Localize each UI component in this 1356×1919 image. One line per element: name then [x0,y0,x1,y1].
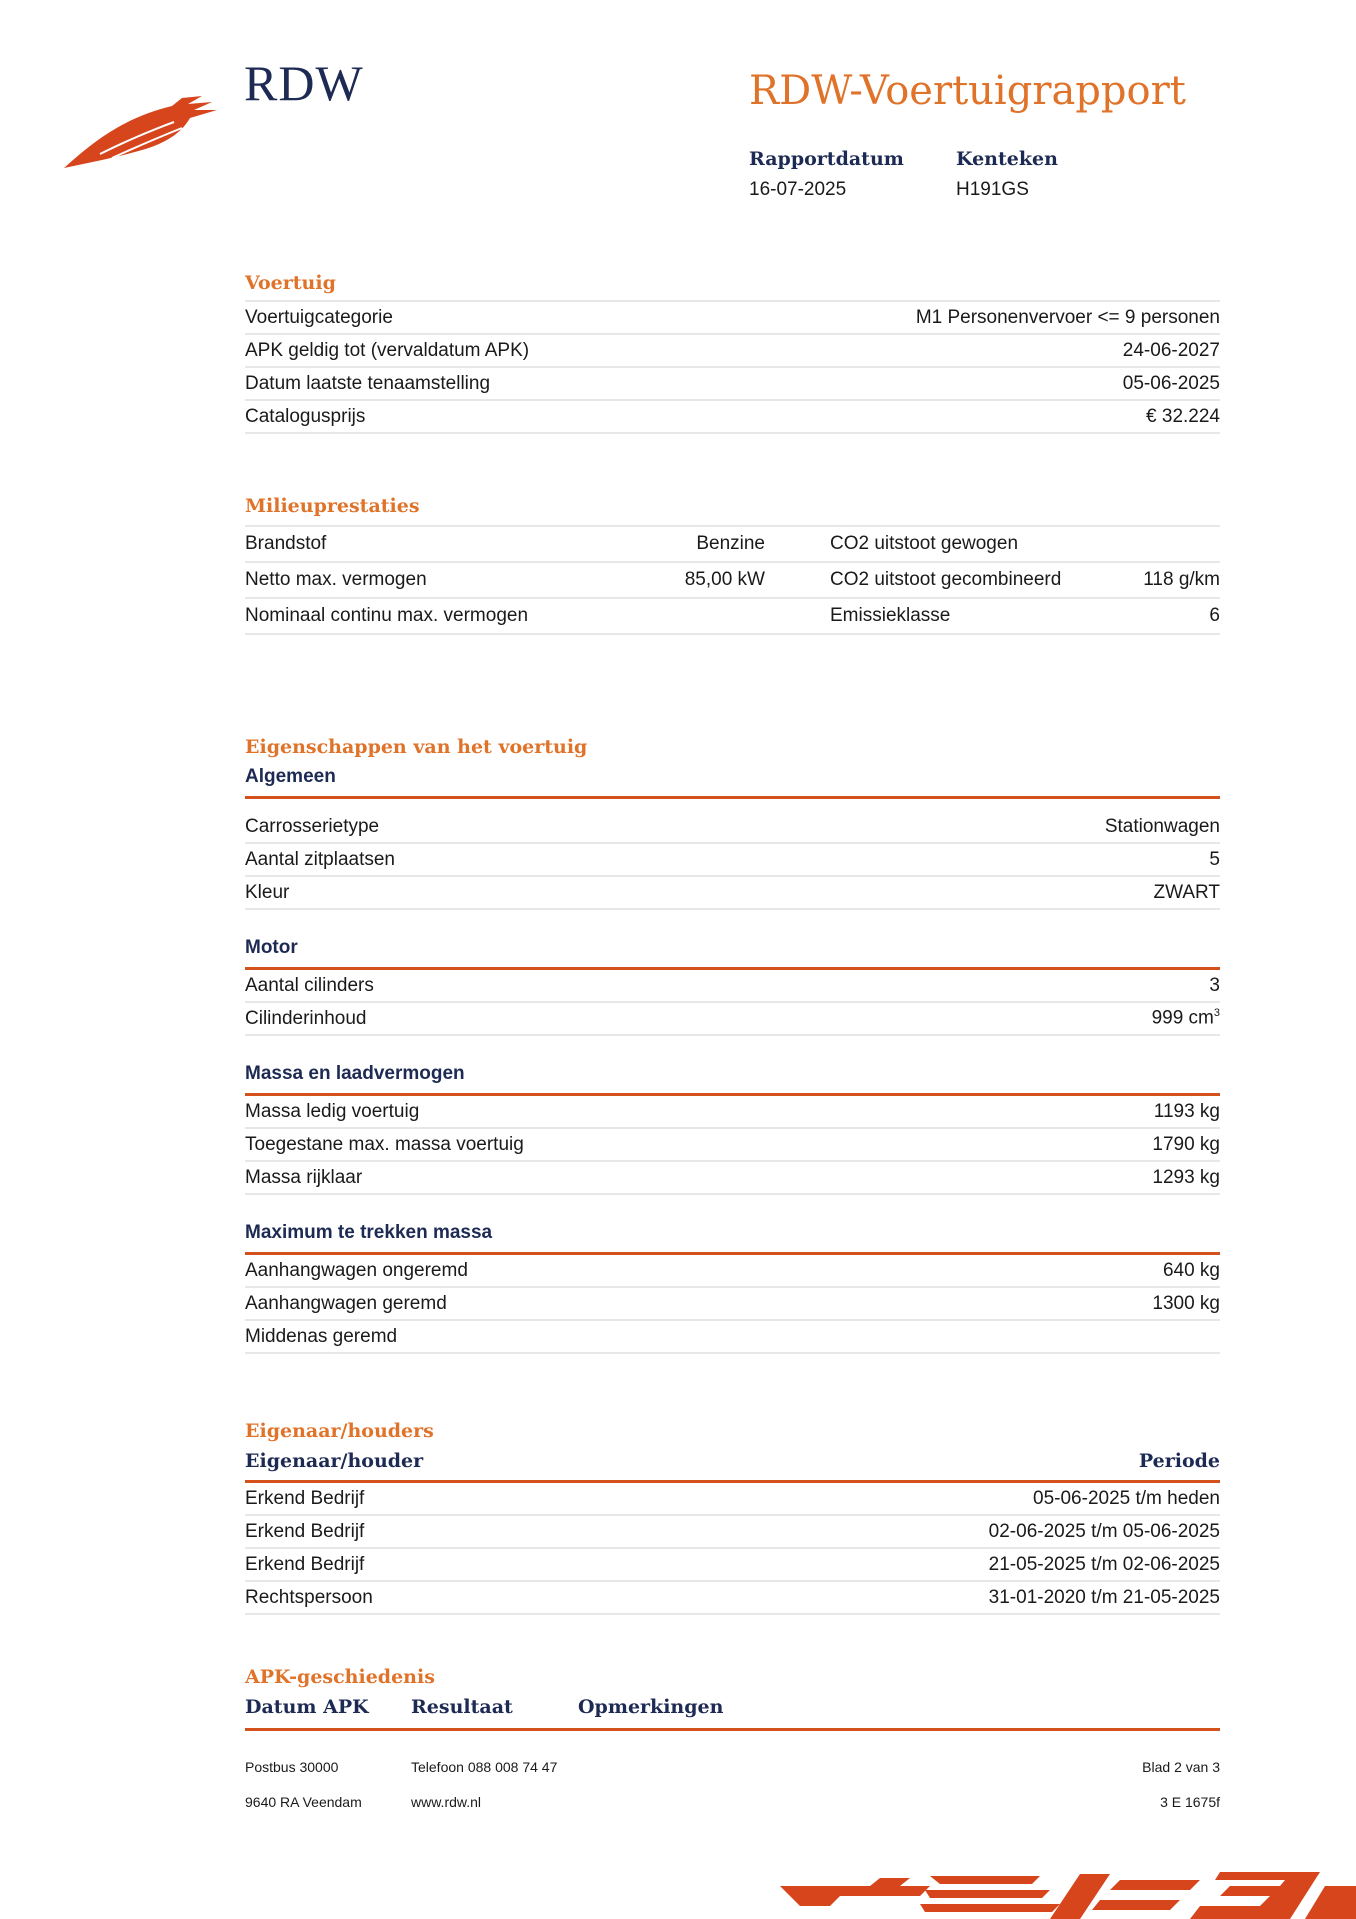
page-title: RDW-Voertuigrapport [749,68,1186,114]
row-label: Erkend Bedrijf [245,1520,365,1542]
footer-phone: Telefoon 088 008 74 47 [411,1759,558,1775]
row-label: Rechtspersoon [245,1586,373,1608]
table-row [245,1003,1220,1036]
subsection-title: Massa en laadvermogen [245,1063,465,1084]
value-superscript: 3 [1213,1007,1220,1020]
table-row [245,1483,1220,1516]
row-value: 21-05-2025 t/m 02-06-2025 [988,1553,1220,1575]
row-label: Erkend Bedrijf [245,1553,365,1575]
row-value: M1 Personenvervoer <= 9 personen [915,306,1220,328]
row-label: Aanhangwagen ongeremd [245,1259,468,1281]
row-value: 6 [1095,599,1220,635]
row-label: Netto max. vermogen [245,563,620,599]
row-label: Cilinderinhoud [245,1007,367,1029]
section-title: Eigenschappen van het voertuig [245,736,588,758]
table-row [245,1255,1220,1288]
row-value: Stationwagen [1104,815,1220,837]
table-row [245,1582,1220,1615]
footer-address1: Postbus 30000 [245,1759,339,1775]
section-title: Voertuig [245,272,336,294]
table-row [245,970,1220,1003]
row-label: Massa rijklaar [245,1166,363,1188]
table-row [245,1549,1220,1582]
row-value: 5 [1209,848,1220,870]
vehicle-section [245,272,1220,434]
row-value: 05-06-2025 t/m heden [1033,1487,1220,1509]
subsection-title: Algemeen [245,766,336,787]
owners-header [245,1450,1220,1480]
row-value [1152,1007,1220,1029]
row-label: Catalogusprijs [245,405,366,427]
table-row [245,1321,1220,1354]
footer-website[interactable]: www.rdw.nl [411,1794,482,1810]
column-header: Eigenaar/houder [245,1450,424,1472]
row-value: 118 g/km [1095,563,1220,599]
footer-code: 3 E 1675f [1160,1794,1220,1810]
row-label: Aanhangwagen geremd [245,1292,447,1314]
row-label: Nominaal continu max. vermogen [245,599,620,635]
row-label: Aantal zitplaatsen [245,848,395,870]
properties-section [245,736,1220,1354]
value-text: 999 cm [1151,1007,1214,1029]
report-date-label: Rapportdatum [749,148,904,170]
row-label: Massa ledig voertuig [245,1100,420,1122]
row-value: 640 kg [1162,1259,1220,1281]
row-value: 85,00 kW [620,563,765,599]
row-value [620,599,765,635]
row-value: 1790 kg [1152,1133,1220,1155]
table-row [245,1516,1220,1549]
row-label: APK geldig tot (vervaldatum APK) [245,339,530,361]
row-value: 05-06-2025 [1122,372,1220,394]
plate-label: Kenteken [956,148,1058,170]
row-label: Brandstof [245,527,620,563]
table-row [245,1162,1220,1195]
table-row [245,877,1220,910]
logo-text: RDW [244,55,364,111]
table-row [245,1096,1220,1129]
table-row [245,811,1220,844]
plate-value: H191GS [956,179,1029,200]
environment-section [245,495,1220,635]
table-row [245,401,1220,434]
footer-page: Blad 2 van 3 [1142,1759,1220,1775]
table-row [245,335,1220,368]
row-value: ZWART [1153,881,1220,903]
column-header: Resultaat [411,1696,513,1718]
rdw-logo-icon [62,88,222,170]
row-label: Datum laatste tenaamstelling [245,372,491,394]
decorative-stripes-icon [780,1866,1356,1919]
row-label: Erkend Bedrijf [245,1487,365,1509]
row-value: € 32.224 [1146,405,1220,427]
row-label: Carrosserietype [245,815,380,837]
row-value: 02-06-2025 t/m 05-06-2025 [988,1520,1220,1542]
row-label: Toegestane max. massa voertuig [245,1133,524,1155]
table-row [245,1288,1220,1321]
row-label: Voertuigcategorie [245,306,393,328]
row-value: 31-01-2020 t/m 21-05-2025 [988,1586,1220,1608]
apk-header [245,1696,1220,1728]
row-label: Kleur [245,881,290,903]
row-value: 1293 kg [1152,1166,1220,1188]
section-title: Milieuprestaties [245,495,420,517]
row-label: CO2 uitstoot gewogen [765,527,1095,563]
row-value: 24-06-2027 [1122,339,1220,361]
row-value [1095,527,1220,563]
table-row [245,844,1220,877]
row-label: Emissieklasse [765,599,1095,635]
subsection-title: Maximum te trekken massa [245,1222,493,1243]
row-label: CO2 uitstoot gecombineerd [765,563,1095,599]
row-label: Aantal cilinders [245,974,374,996]
table-row [245,368,1220,401]
owners-section [245,1420,1220,1615]
column-header: Datum APK [245,1696,369,1718]
section-title: Eigenaar/houders [245,1420,434,1442]
section-title: APK-geschiedenis [245,1666,435,1688]
environment-grid [245,527,1220,635]
subsection-title: Motor [245,937,298,958]
row-value: 1300 kg [1152,1292,1220,1314]
row-label: Middenas geremd [245,1325,398,1347]
column-header: Periode [1138,1450,1220,1472]
table-row [245,1129,1220,1162]
row-value: 3 [1209,974,1220,996]
column-header: Opmerkingen [578,1696,724,1718]
footer-address2: 9640 RA Veendam [245,1794,362,1810]
row-value: Benzine [620,527,765,563]
row-value: 1193 kg [1153,1100,1220,1122]
apk-section [245,1666,1220,1731]
report-date: 16-07-2025 [749,179,847,200]
table-row [245,302,1220,335]
